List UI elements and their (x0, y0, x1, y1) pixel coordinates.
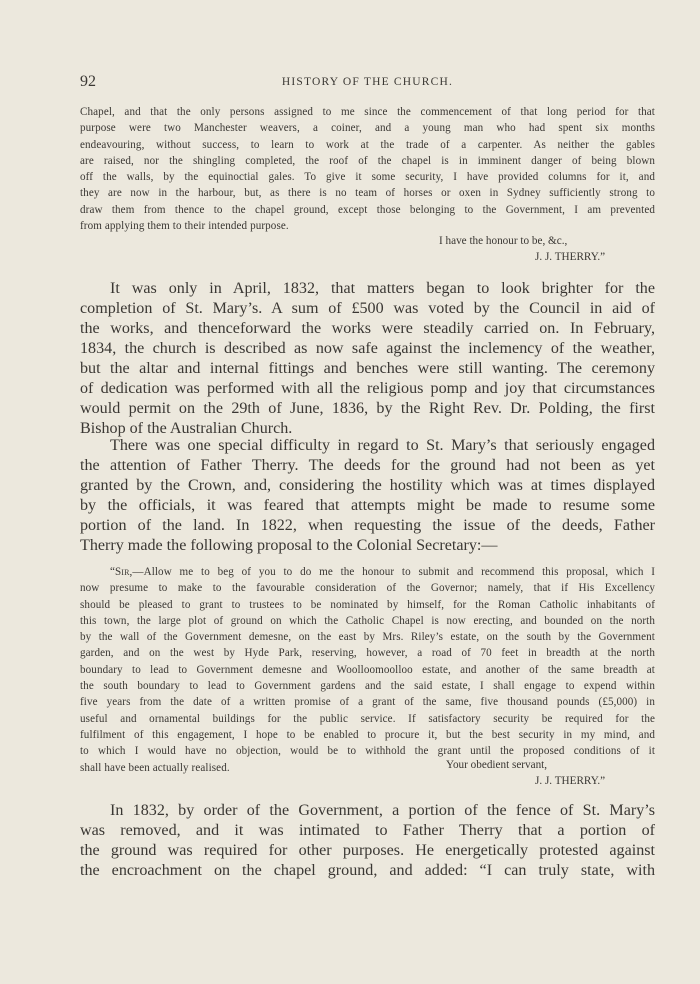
text-line: should be pleased to grant to trustees to be nominated by himself, for the Roman Catholic inhabitants of (80, 598, 655, 611)
text-line: would permit on the 29th of June, 1836, by the Right Rev. Dr. Polding, the first (80, 400, 655, 417)
text-line: are raised, nor the shingling completed, the roof of the chapel is in imminent danger of being blown (80, 154, 655, 167)
text-line: of dedication was performed with all the religious pomp and joy that circumstances (80, 380, 655, 397)
text-line: In 1832, by order of the Government, a portion of the fence of St. Mary’s (110, 802, 655, 819)
running-title: HISTORY OF THE CHURCH. (281, 76, 454, 88)
text-line: Therry made the following proposal to the Colonial Secretary:— (80, 537, 498, 554)
text-line: by the wall of the Government demesne, on the east by Mrs. Riley’s estate, on the south by the Government (80, 631, 655, 644)
letter-signature-1: J. J. THERRY.” (535, 251, 606, 263)
text-line: this town, the large plot of ground on which the Catholic Chapel is now erecting, and bounded on the north (80, 614, 655, 627)
text-line: by the officials, it was feared that attempts might be made to resume some (80, 497, 655, 514)
text-line: the ground was required for other purposes. He energetically protested against (80, 842, 655, 859)
letter-closing-2: Your obedient servant, (446, 759, 548, 771)
text-line: boundary to lead to Government demesne and Woolloomoolloo estate, and another of the same breadth at (80, 663, 655, 676)
letter-closing-1: I have the honour to be, &c., (439, 235, 568, 247)
paragraph-2 (80, 436, 655, 556)
text-line: It was only in April, 1832, that matters began to look brighter for the (110, 280, 655, 297)
opening-quote: “ (110, 566, 116, 578)
text-line: shall have been actually realised. (80, 761, 230, 774)
salutation: Sir (115, 566, 130, 578)
text-line: purpose were two Manchester weavers, a coiner, and a young man who had spent six months (80, 122, 655, 135)
text-line: now presume to make to the favourable consideration of the Governor; namely, that if His Excellency (80, 582, 655, 595)
text-line: five years from the date of a written promise of a grant of the same, five thousand pounds (£5,000) in (80, 696, 655, 709)
text-line: off the walls, by the equinoctial gales. To give it some security, I have provided columns for it, and (80, 171, 655, 184)
letter-excerpt-1 (80, 104, 655, 234)
text-line: useful and ornamental buildings for the public service. If satisfactory security be required for the (80, 712, 655, 725)
page-header (80, 73, 655, 93)
text-line: to which I would have no objection, would be to withhold the grant until the proposed conditions of it (80, 745, 655, 758)
text-line: portion of the land. In 1822, when requesting the issue of the deeds, Father (80, 517, 655, 534)
text-line: completion of St. Mary’s. A sum of £500 was voted by the Council in aid of (80, 300, 655, 317)
text-line: Chapel, and that the only persons assigned to me since the commencement of that long period for that (80, 106, 655, 118)
text-line: the south boundary to lead to Government gardens and the said estate, I shall engage to expend within (80, 680, 655, 693)
text-line: granted by the Crown, and, considering the hostility which was at times displayed (80, 477, 655, 494)
letter-signature-2: J. J. THERRY.” (535, 775, 606, 787)
paragraph-3 (80, 801, 655, 881)
text-line: fulfilment of this engagement, I hope to be enabled to procure it, but the best security in my mind, and (80, 728, 655, 741)
text-line: the attention of Father Therry. The deeds for the ground had not been as yet (80, 457, 655, 474)
text-line: from applying them to their intended purpose. (80, 220, 289, 233)
salutation-rest: ,—Allow me to beg of you to do me the honour to submit and recommend this proposal, which I (129, 566, 655, 578)
text-line: but the altar and internal fittings and benches were still wanting. The ceremony (80, 360, 655, 377)
text-line (80, 564, 655, 580)
letter-excerpt-2 (80, 564, 655, 776)
paragraph-1 (80, 279, 655, 439)
text-line: they are now in the harbour, but, as there is no team of horses or oxen in Sydney sufficiently strong to (80, 187, 655, 200)
text-line: was removed, and it was intimated to Father Therry that a portion of (80, 822, 655, 839)
text-line: endeavouring, without success, to learn to work at the trade of a carpenter. As neither the gables (80, 138, 655, 151)
text-line: garden, and on the west by Hyde Park, reserving, however, a road of 70 feet in breadth at the north (80, 647, 655, 660)
text-line: draw them from thence to the chapel ground, except those belonging to the Government, I am prevented (80, 203, 655, 216)
text-line: 1834, the church is described as now safe against the inclemency of the weather, (80, 340, 655, 357)
text-line: There was one special difficulty in regard to St. Mary’s that seriously engaged (110, 437, 655, 454)
page-number: 92 (80, 73, 96, 90)
text-line: Bishop of the Australian Church. (80, 420, 293, 437)
text-line: the encroachment on the chapel ground, and added: “I can truly state, with (80, 862, 655, 879)
text-line: the works, and thenceforward the works were steadily carried on. In February, (80, 320, 655, 337)
